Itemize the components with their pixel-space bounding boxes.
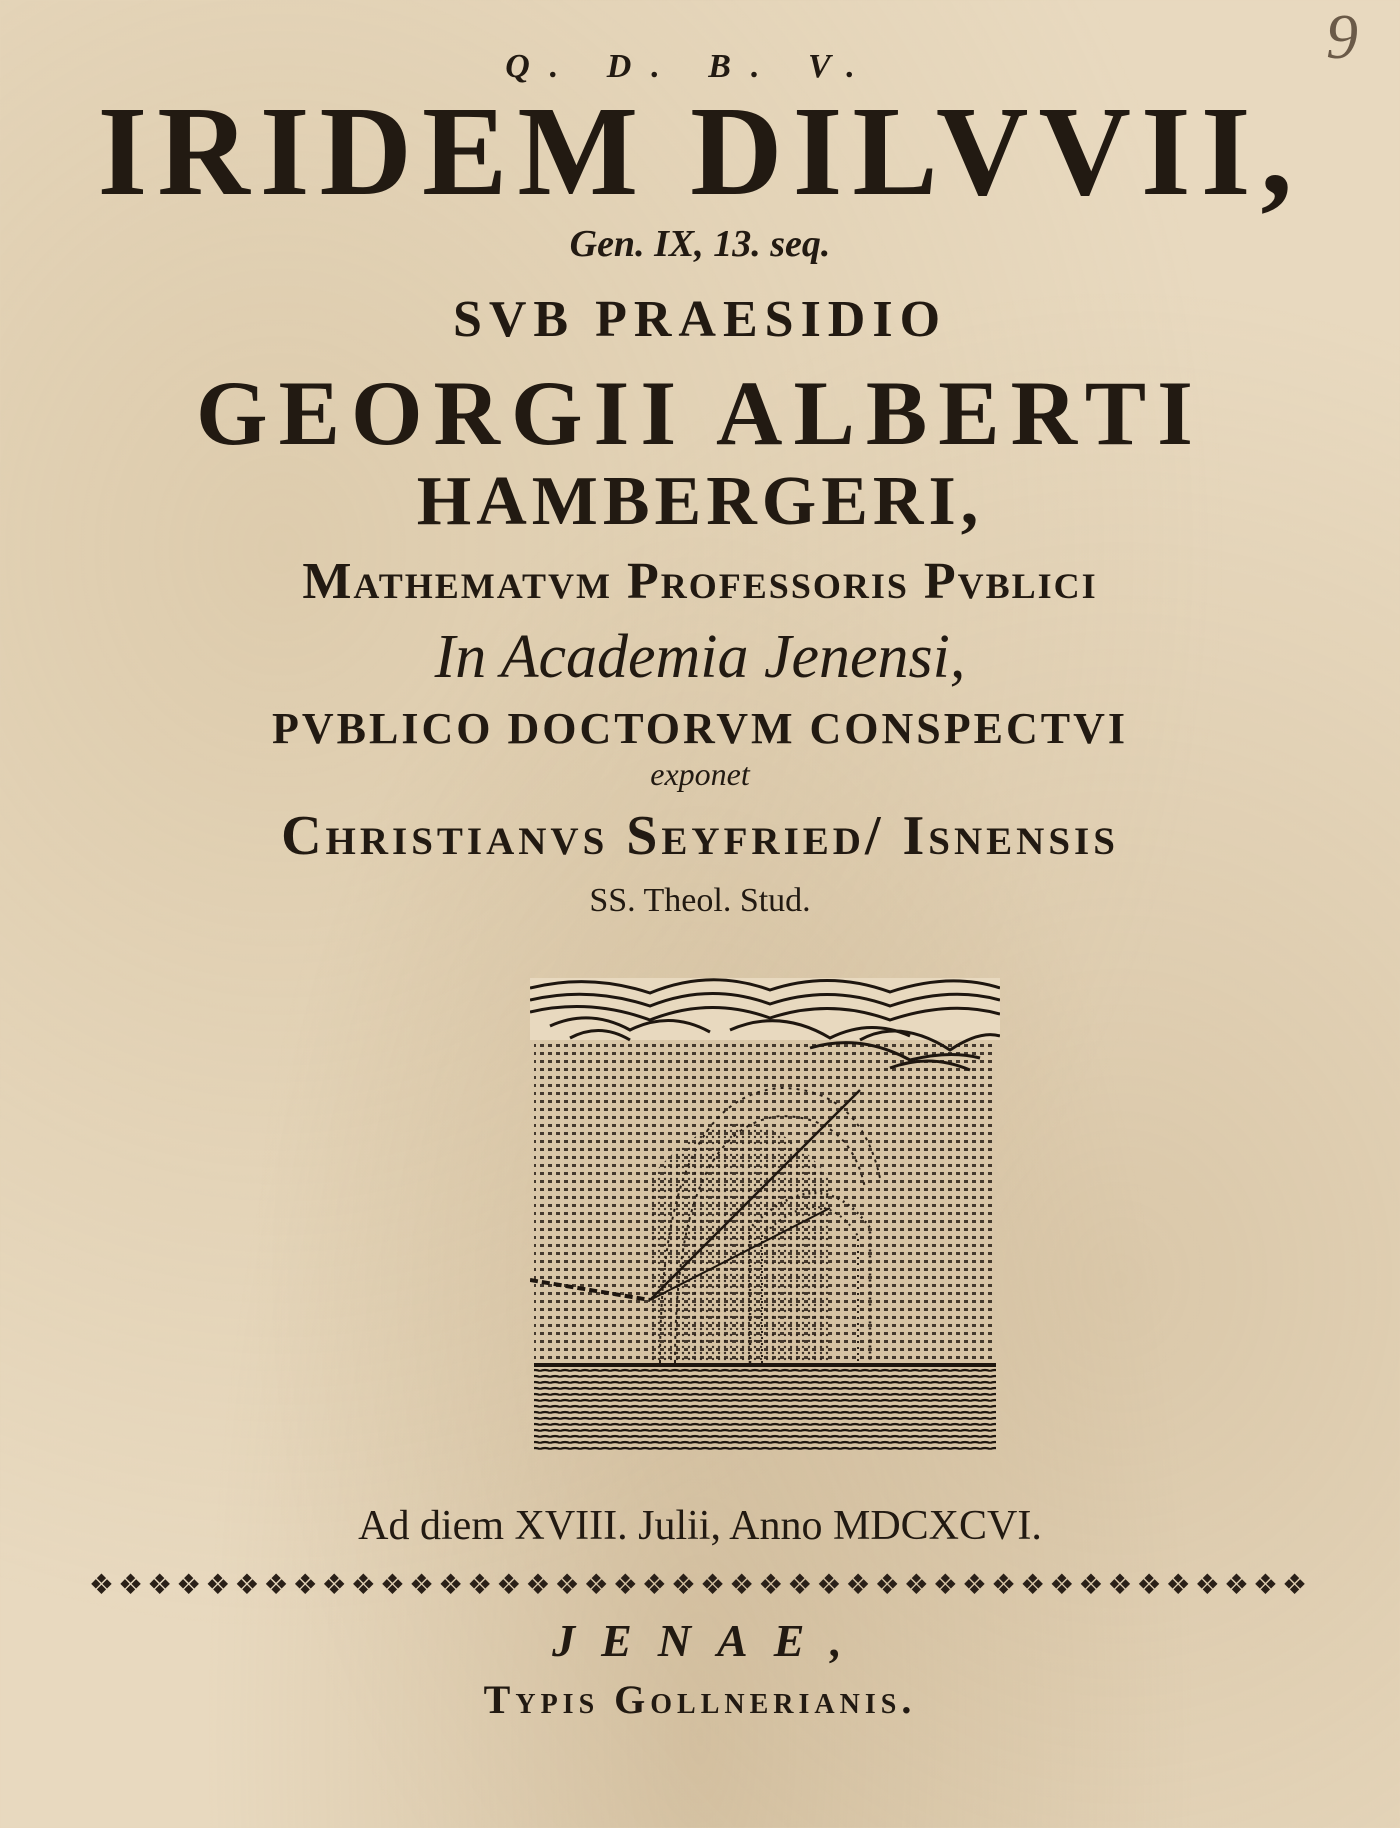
invocation-heading: Q. D. B. V. — [505, 48, 875, 85]
imprint-printer: Typis Gollnerianis. — [483, 1677, 917, 1722]
bible-reference: Gen. IX, 13. seq. — [569, 223, 831, 265]
rainbow-woodcut-image — [530, 978, 1000, 1470]
academy-line: In Academia Jenensi, — [434, 623, 966, 691]
date-line: Ad diem XVIII. Julii, Anno MDCXCVI. — [358, 1503, 1042, 1549]
exponet-line: exponet — [650, 756, 750, 792]
author-study: SS. Theol. Stud. — [589, 882, 811, 919]
corner-annotation: 9 — [1326, 1, 1358, 72]
imprint-city: JENAE, — [552, 1615, 868, 1666]
praeses-name-first: GEORGII ALBERTI — [196, 362, 1204, 464]
author-line: Christianvs Seyfried/ Isnensis — [281, 805, 1119, 867]
sky-dots — [534, 1038, 996, 1363]
ground — [534, 1363, 996, 1451]
ornament-rule: ❖❖❖❖❖❖❖❖❖❖❖❖❖❖❖❖❖❖❖❖❖❖❖❖❖❖❖❖❖❖❖❖❖❖❖❖❖❖❖❖❖❖ — [88, 1570, 1312, 1601]
praeses-title: Mathematvm Professoris Pvblici — [302, 553, 1098, 610]
public-line: PVBLICO DOCTORVM CONSPECTVI — [271, 704, 1129, 753]
praeses-name-last: HAMBERGERI, — [416, 463, 984, 540]
sub-praesidio-line: SVB PRAESIDIO — [452, 291, 948, 348]
main-title: IRIDEM DILVVII, — [97, 80, 1303, 222]
